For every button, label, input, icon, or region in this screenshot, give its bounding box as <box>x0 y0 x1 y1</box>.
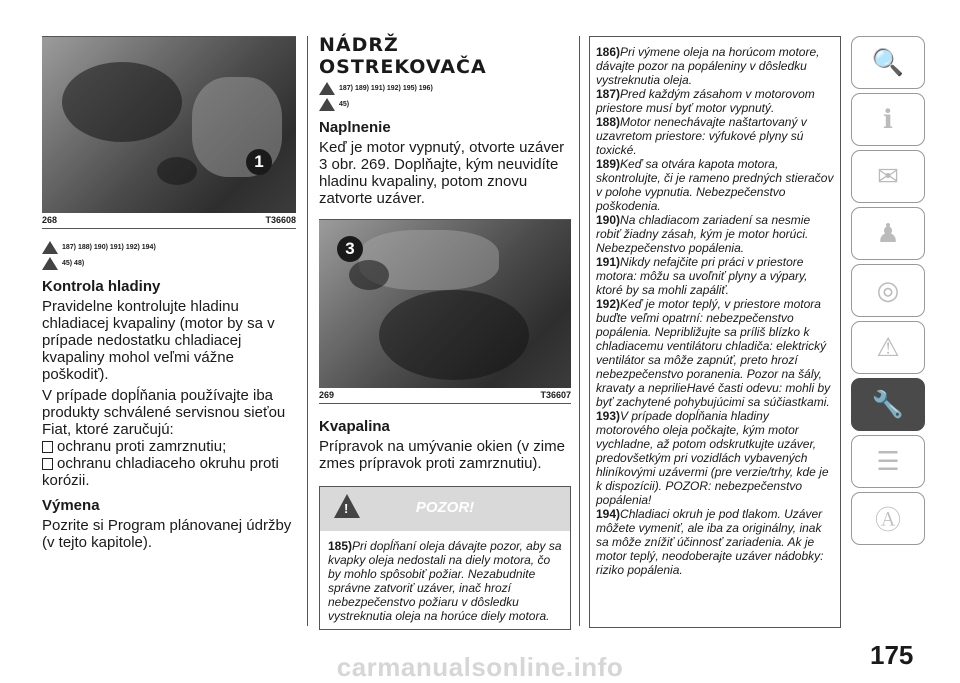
chapter-tab-9[interactable] <box>851 492 925 545</box>
warning-note: 191)Nikdy nefajčite pri práci v priestore motora: môžu sa uvoľniť plyny a výpary, ktoré by sa mohli zapáliť. <box>596 255 808 297</box>
figure-code: T36608 <box>265 215 296 225</box>
warning-note: 189)Keď sa otvára kapota motora, skontrolujte, či je rameno predných stieračov v polohe vypnutia. Nebezpečenstvo poškodenia. <box>596 157 834 213</box>
emergency-warning-icon: ⚠ <box>876 332 900 362</box>
paragraph: Pravidelne kontrolujte hladinu chladiacej kvapaliny (motor by sa v prípade nedostatku chladiacej kvapaliny mohol veľmi vážne poškodiť). <box>42 298 275 383</box>
warning-triangle-icon <box>42 241 58 254</box>
page-title: NÁDRŽ OSTREKOVAČA <box>319 34 487 78</box>
paragraph: Keď je motor vypnutý, otvorte uzáver 3 obr. 269. Doplňajte, kým neuvidíte hladinu kvapaliny, potom znovu zatvorte uzáver. <box>319 139 565 207</box>
warning-triangle-icon <box>319 98 335 111</box>
chapter-tab-5[interactable] <box>851 264 925 317</box>
paragraph: Prípravok na umývanie okien (v zime zmes prípravok proti zamrznutiu). <box>319 438 565 472</box>
section-heading: Naplnenie <box>319 119 391 136</box>
airbag-safety-icon: ♟ <box>876 218 900 248</box>
car-search-icon: 🔍 <box>871 47 905 77</box>
engine-photo-268 <box>42 36 296 213</box>
column-divider <box>579 36 580 626</box>
figure-number: 269 <box>319 390 335 400</box>
car-info-icon: ℹ <box>883 104 893 134</box>
index-alphabet-icon: Ⓐ <box>874 505 901 535</box>
warning-refs: 45) <box>319 98 571 111</box>
section-heading: Kontrola hladiny <box>42 278 161 295</box>
section-heading: Výmena <box>42 497 100 514</box>
list-item: ochranu chladiaceho okruhu proti <box>42 455 296 472</box>
warning-note: 188)Motor nenechávajte naštartovaný v uzavretom priestore: výfukové plyny sú toxické. <box>596 115 807 157</box>
warning-triangle-icon <box>319 82 335 95</box>
warning-refs: 187) 188) 190) 191) 192) 194) <box>42 241 296 254</box>
left-column <box>42 0 296 555</box>
car-maintenance-icon: 🔧 <box>871 389 905 419</box>
warning-note: 187)Pred každým zásahom v motorovom priestore musí byť motor vypnutý. <box>596 87 815 115</box>
middle-column <box>319 0 571 630</box>
warning-triangle-icon <box>42 257 58 270</box>
figure-code: T36607 <box>540 390 571 400</box>
list-item-continuation: korózii. <box>42 472 90 489</box>
warning-note: 190)Na chladiacom zariadení sa nesmie robiť žiadny zásah, kým je motor horúci. Nebezpečenstvo popálenia. <box>596 213 811 255</box>
callout-1: 1 <box>246 149 272 175</box>
checkbox-bullet-icon <box>42 458 53 470</box>
column-divider <box>307 36 308 626</box>
page-number: 175 <box>870 640 914 670</box>
section-heading: Kvapalina <box>319 418 390 435</box>
chapter-tab-3[interactable] <box>851 150 925 203</box>
chapter-tab-4[interactable] <box>851 207 925 260</box>
figure-caption-268 <box>42 213 296 229</box>
notes-box <box>589 36 841 628</box>
chapter-tab-2[interactable] <box>851 93 925 146</box>
warning-note: 194)Chladiaci okruh je pod tlakom. Uzáver môžete vymeniť, ale iba za originálny, inak sa môže znížiť účinnosť zariadenia. Ak je motor teplý, neodoberajte uzáver nádobky: riziko popálenia. <box>596 507 824 577</box>
warning-note: 193)V prípade dopĺňania hladiny motorového oleja počkajte, kým motor vychladne, až potom odskrutkujte uzáver, predovšetkým pri vozidlách vybavených hliníkovými uzávermi (pre verzie/trhy, kde je k dispozícii). POZOR: nebezpečenstvo popálenia! <box>596 409 829 507</box>
figure-caption-269 <box>319 388 571 404</box>
paragraph: V prípade dopĺňania používajte iba produkty schválené servisnou sieťou Fiat, ktoré zaručujú: <box>42 387 286 438</box>
warning-lights-icon: ✉ <box>877 161 899 191</box>
callout-3: 3 <box>337 236 363 262</box>
paragraph: Pozrite si Program plánovanej údržby (v tejto kapitole). <box>42 517 292 551</box>
warning-note: 185)Pri dopĺňaní oleja dávajte pozor, aby sa kvapky oleja nedostali na diely motora, čo by mohlo spôsobiť požiar. Nezabudnite správne zatvoriť uzáver, inač hrozí nebezpečenstvo požiaru v dôsledku vystreknutia oleja na horúce diely motora. <box>328 539 562 623</box>
warning-box-title: POZOR! <box>415 499 475 516</box>
warning-refs: 45) 48) <box>42 257 296 270</box>
warning-refs: 187) 189) 191) 192) 195) 196) <box>319 82 571 95</box>
warning-note: 192)Keď je motor teplý, v priestore motora buďte veľmi opatrní: nebezpečenstvo popálenia. Nepribližujte sa príliš blízko k chladiacemu ventilátoru chladiča: elektrický ventilátor sa môže zapnúť, preto hrozí nebezpečenstvo poranenia. Pozor na šály, kravaty a neprilieHavé časti odevu: mohli by byť zachytené pohybujúcimi sa súčiastkami. <box>596 297 831 409</box>
chapter-tab-1[interactable] <box>851 36 925 89</box>
warning-box <box>319 486 571 630</box>
figure-number: 268 <box>42 215 58 225</box>
chapter-tab-8[interactable] <box>851 435 925 488</box>
specifications-icon: ☰ <box>876 446 900 476</box>
engine-photo-269 <box>319 219 571 388</box>
watermark: carmanualsonline.info <box>336 652 624 682</box>
warning-note: 186)Pri výmene oleja na horúcom motore, dávajte pozor na popáleniny v dôsledku vystreknutia oleja. <box>596 45 820 87</box>
chapter-tab-7[interactable] <box>851 378 925 431</box>
steering-wheel-icon: ◎ <box>876 275 900 305</box>
list-item: ochranu proti zamrznutiu; <box>42 438 296 455</box>
checkbox-bullet-icon <box>42 441 53 453</box>
chapter-tab-6[interactable] <box>851 321 925 374</box>
warning-box-header: ! POZOR! <box>320 487 570 531</box>
chapter-tabs <box>851 36 925 549</box>
